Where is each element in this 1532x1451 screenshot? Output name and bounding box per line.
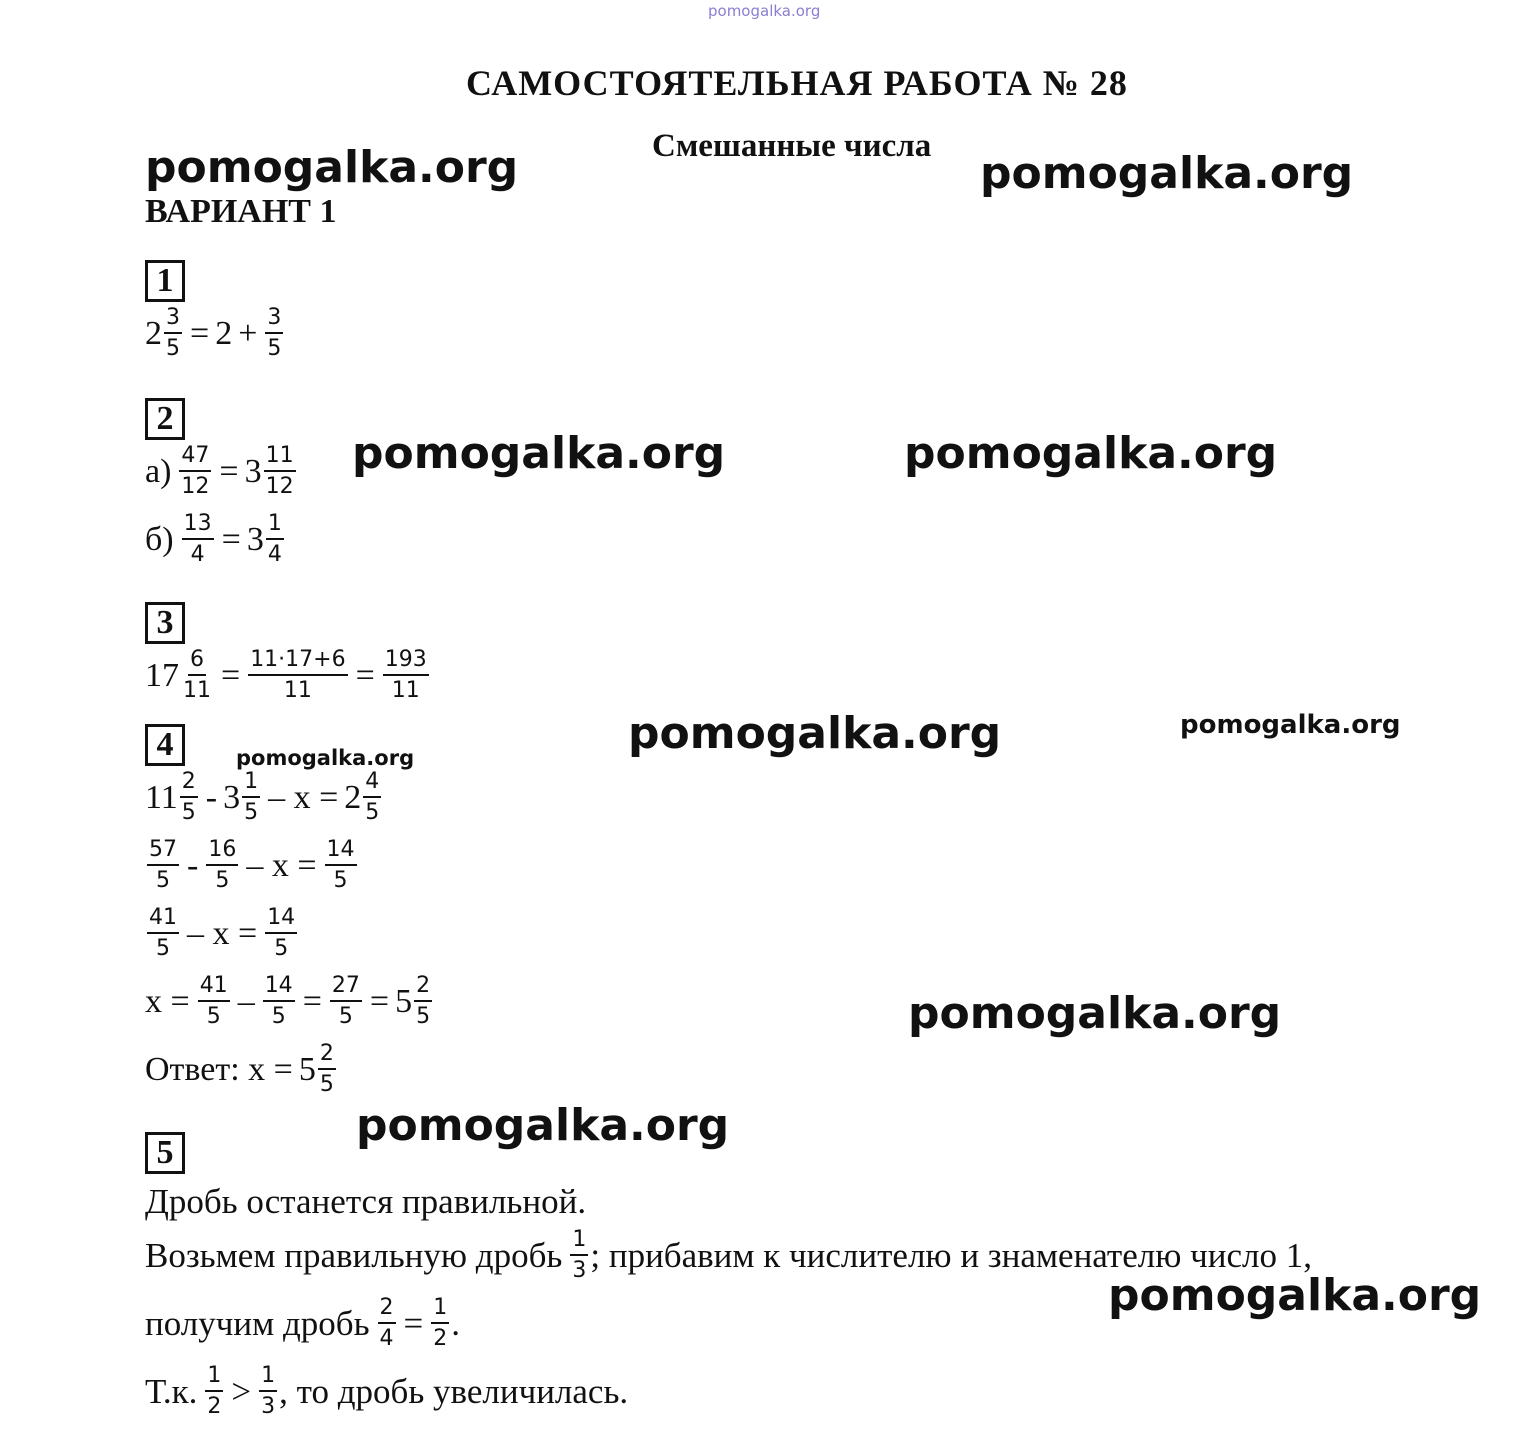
fraction: $\frac{2}{4}$ bbox=[379, 1295, 394, 1351]
fraction: $\frac{1}{3}$ bbox=[572, 1227, 587, 1283]
task-4-line-4: x = $\frac{41}{5}$ – $\frac{14}{5}$ = $\frac{27}{5}$ = 5 $\frac{2}{5}$ bbox=[145, 973, 431, 1029]
fraction: $\frac{3}{5}$ bbox=[166, 305, 180, 361]
task-2a-equation: а) $\frac{47}{12}$ = 3 $\frac{11}{12}$ bbox=[145, 443, 294, 499]
fraction: $\frac{41}{5}$ bbox=[199, 973, 228, 1029]
task-4-line-1: 11 $\frac{2}{5}$ - 3 $\frac{1}{5}$ – x = 2 $\frac{4}{5}$ bbox=[145, 769, 380, 825]
task-5-line-1: Дробь останется правильной. bbox=[145, 1182, 587, 1221]
task-5-line-2: Возьмем правильную дробь $\frac{1}{3}$ ; прибавим к числителю и знаменателю число 1, bbox=[145, 1227, 1312, 1283]
fraction: $\frac{16}{5}$ bbox=[208, 837, 237, 893]
watermark: pomogalka.org bbox=[352, 428, 726, 479]
fraction: $\frac{193}{11}$ bbox=[384, 647, 427, 703]
task-5-line-3: получим дробь $\frac{2}{4}$ = $\frac{1}{2}$ . bbox=[145, 1295, 461, 1351]
task-1-equation: 2 $\frac{3}{5}$ = 2 + $\frac{3}{5}$ bbox=[145, 305, 282, 361]
fraction: $\frac{11\cdot 17+6}{11}$ bbox=[250, 647, 346, 703]
fraction: $\frac{2}{5}$ bbox=[181, 769, 196, 825]
watermark: pomogalka.org bbox=[356, 1100, 730, 1151]
fraction: $\frac{41}{5}$ bbox=[149, 905, 177, 961]
task-3-equation: 17 $\frac{6}{11}$ = $\frac{11\cdot 17+6}{11}$ = $\frac{193}{11}$ bbox=[145, 647, 427, 703]
watermark: pomogalka.org bbox=[145, 142, 519, 193]
fraction: $\frac{4}{5}$ bbox=[365, 769, 380, 825]
top-watermark: pomogalka.org bbox=[708, 2, 821, 20]
variant-heading: ВАРИАНТ 1 bbox=[145, 193, 337, 230]
task-5-line-4: Т.к. $\frac{1}{2}$ > $\frac{1}{3}$ , то дробь увеличилась. bbox=[145, 1363, 629, 1419]
fraction: $\frac{14}{5}$ bbox=[264, 973, 293, 1029]
watermark: pomogalka.org bbox=[236, 746, 415, 770]
fraction: $\frac{1}{4}$ bbox=[267, 511, 282, 567]
fraction: $\frac{47}{12}$ bbox=[181, 443, 210, 499]
page-subtitle: Смешанные числа bbox=[652, 128, 932, 164]
task-4-line-2: $\frac{57}{5}$ - $\frac{16}{5}$ – x = $\frac{14}{5}$ bbox=[149, 837, 355, 893]
watermark: pomogalka.org bbox=[980, 148, 1354, 199]
fraction: $\frac{2}{5}$ bbox=[416, 973, 431, 1029]
fraction: $\frac{1}{2}$ bbox=[433, 1295, 448, 1351]
watermark: pomogalka.org bbox=[628, 708, 1002, 759]
watermark: pomogalka.org bbox=[1180, 710, 1401, 740]
task-4-line-3: $\frac{41}{5}$ – x = $\frac{14}{5}$ bbox=[149, 905, 296, 961]
fraction: $\frac{6}{11}$ bbox=[183, 647, 211, 703]
fraction: $\frac{14}{5}$ bbox=[267, 905, 296, 961]
fraction: $\frac{11}{12}$ bbox=[265, 443, 294, 499]
task-2-number: 2 bbox=[145, 398, 185, 440]
task-2b-equation: б) $\frac{13}{4}$ = 3 $\frac{1}{4}$ bbox=[145, 511, 282, 567]
watermark: pomogalka.org bbox=[904, 428, 1278, 479]
task-1-number: 1 bbox=[145, 260, 185, 302]
fraction: $\frac{2}{5}$ bbox=[319, 1041, 334, 1097]
fraction: $\frac{57}{5}$ bbox=[149, 837, 177, 893]
task-3-number: 3 bbox=[145, 602, 185, 644]
fraction: $\frac{1}{5}$ bbox=[244, 769, 259, 825]
task-5-number: 5 bbox=[145, 1132, 185, 1174]
fraction: $\frac{3}{5}$ bbox=[267, 305, 282, 361]
fraction: $\frac{1}{2}$ bbox=[207, 1363, 222, 1419]
fraction: $\frac{1}{3}$ bbox=[261, 1363, 276, 1419]
page-title: САМОСТОЯТЕЛЬНАЯ РАБОТА № 28 bbox=[466, 63, 1128, 103]
fraction: $\frac{27}{5}$ bbox=[331, 973, 360, 1029]
watermark: pomogalka.org bbox=[1108, 1270, 1482, 1321]
task-4-number: 4 bbox=[145, 724, 185, 766]
fraction: $\frac{13}{4}$ bbox=[183, 511, 212, 567]
task-4-answer: Ответ: x = 5 $\frac{2}{5}$ bbox=[145, 1041, 334, 1097]
fraction: $\frac{14}{5}$ bbox=[326, 837, 355, 893]
watermark: pomogalka.org bbox=[908, 988, 1282, 1039]
